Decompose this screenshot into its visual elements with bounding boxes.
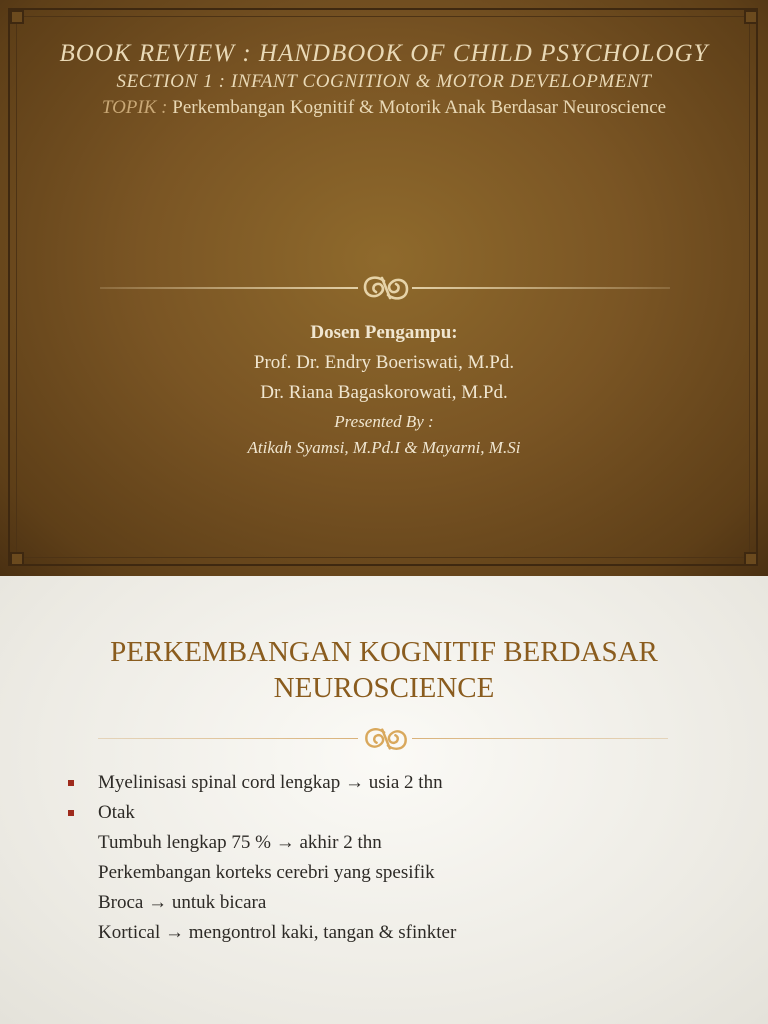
sub-line: [68, 858, 708, 888]
dosen-heading: Dosen Pengampu:: [310, 322, 458, 343]
content-slide: [0, 576, 768, 1024]
sub-line-text: Broca → untuk bicara: [98, 892, 267, 913]
bullet-list: [68, 768, 708, 948]
divider-left: [98, 738, 358, 739]
topic-text: Perkembangan Kognitif & Motorik Anak Berdasar Neuroscience: [167, 97, 667, 118]
frame-corner-top-right: [744, 10, 758, 24]
scroll-flourish-icon: [360, 724, 412, 754]
sub-line-text: Perkembangan korteks cerebri yang spesifik: [98, 862, 435, 883]
slide-title: [0, 634, 768, 706]
list-item-text: Myelinisasi spinal cord lengkap → usia 2 thn: [98, 772, 443, 793]
sub-line: [68, 888, 708, 918]
square-bullet-icon: [68, 780, 74, 786]
slide-title-line-2: NEUROSCIENCE: [273, 672, 495, 704]
sub-line: [68, 828, 708, 858]
frame-corner-bottom-left: [10, 552, 24, 566]
square-bullet-icon: [68, 810, 74, 816]
list-item-text: Otak: [98, 802, 135, 823]
book-review-title: BOOK REVIEW : HANDBOOK OF CHILD PSYCHOLOGY: [59, 40, 709, 67]
presenter-names: Atikah Syamsi, M.Pd.I & Mayarni, M.Si: [247, 438, 521, 457]
presented-by-label: Presented By :: [334, 412, 434, 431]
frame-corner-top-left: [10, 10, 24, 24]
slide-title-line-1: PERKEMBANGAN KOGNITIF BERDASAR: [110, 636, 658, 668]
scroll-flourish-icon: [360, 272, 412, 304]
divider-right: [412, 738, 668, 739]
divider-left: [100, 287, 358, 289]
dosen-name-2: Dr. Riana Bagaskorowati, M.Pd.: [260, 382, 508, 403]
divider-right: [412, 287, 670, 289]
sub-line-text: Tumbuh lengkap 75 % → akhir 2 thn: [98, 832, 382, 853]
sub-line: [68, 918, 708, 948]
list-item: [68, 798, 708, 828]
section-subtitle: SECTION 1 : INFANT COGNITION & MOTOR DEVELOPMENT: [116, 71, 652, 92]
frame-corner-bottom-right: [744, 552, 758, 566]
list-item: [68, 768, 708, 798]
topic-label: TOPIK :: [101, 97, 168, 118]
dosen-name-1: Prof. Dr. Endry Boeriswati, M.Pd.: [253, 352, 515, 373]
topic-line: [0, 97, 768, 119]
sub-line-text: Kortical → mengontrol kaki, tangan & sfinkter: [98, 922, 457, 943]
